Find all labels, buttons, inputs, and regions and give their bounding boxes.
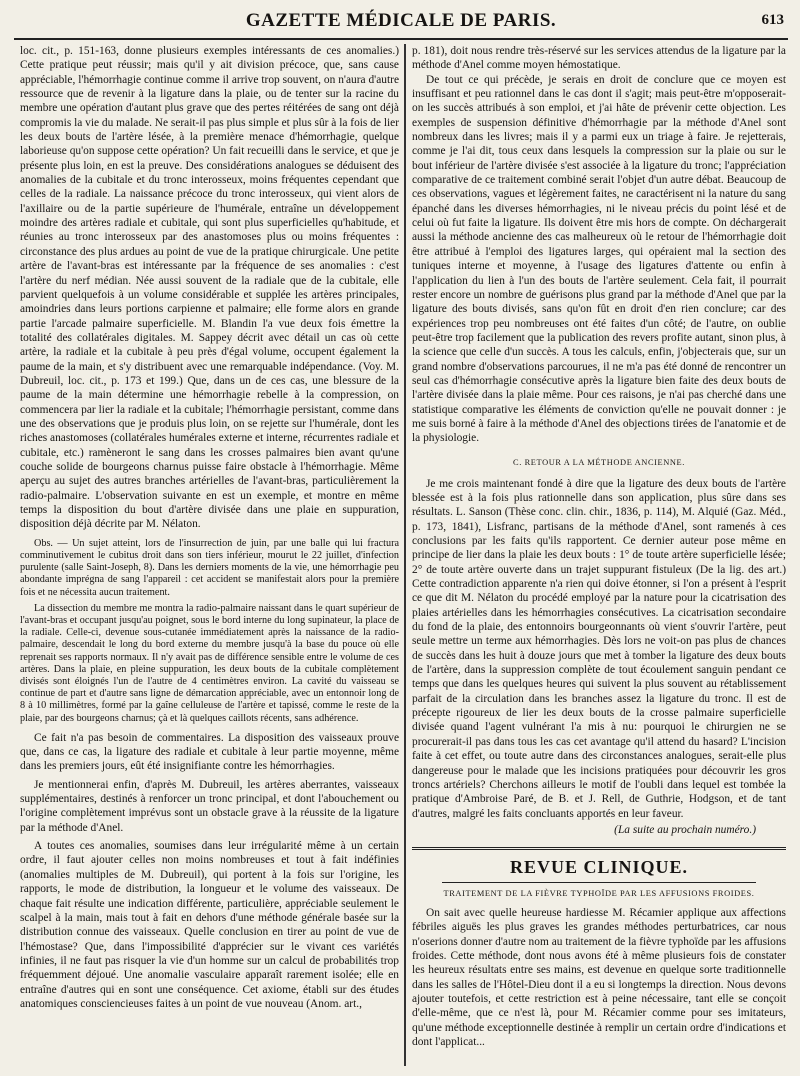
section-heading-c: C. RETOUR A LA MÉTHODE ANCIENNE.	[513, 457, 685, 467]
right-paragraph-1: p. 181), doit nous rendre très-réservé sur les services attendus de la ligature par la méthode d'Anel comme moyen hémostatique.	[412, 45, 786, 72]
continuation-note: (La suite au prochain numéro.)	[614, 823, 756, 836]
revue-clinique-section	[412, 847, 786, 1049]
left-paragraph-2: Ce fait n'a pas besoin de commentaires. La disposition des vaisseaux prouve que, dans ce cas, la ligature des radiale et cubitale à leur partie moyenne, même dans les premiers jours, eût été insignifiante contre les hémorrhagies.	[20, 731, 399, 773]
observation-paragraph-2: La dissection du membre me montra la radio-palmaire naissant dans le quart supérieur de l'avant-bras et occupant jusqu'au poignet, sous le bord interne du long supinateur, la place de la radiale. Celle-ci, devenue sous-cutanée immédiatement après la naissance de la radio-palmaire, descendait le long du bord externe du membre jusqu'à la base du pouce où elle reprenait ses rapports normaux. Il n'y avait pas de différence sensible entre le volume de ces artères. Dans la plaie, en pleine suppuration, les deux bouts de la cubitale complètement divisés sont éloignés l'un de l'autre de 4 centimètres environ. La cavité du vaisseau se continue de part et d'autre sans ligne de démarcation appréciable, avec un entonnoir long de 8 à 10 millimètres, formé par la gaîne celluleuse de l'artère et tapissé, comme le reste de la plaie, par des bourgeons charnus; çà et là quelques caillots récents, sans adhérence.	[20, 602, 399, 724]
journal-title: GAZETTE MÉDICALE DE PARIS.	[245, 10, 557, 31]
page-number: 613	[761, 12, 784, 28]
revue-clinique-title: REVUE CLINIQUE.	[509, 856, 689, 877]
right-paragraph-3: Je me crois maintenant fondé à dire que la ligature des deux bouts de l'artère blessée est à la fois plus rationnelle dans son application, plus sûre dans ses résultats. L. Sanson (Thèse conc. clin. chir., 1836, p. 114), M. Alquié (Gaz. Méd., p. 173, 1841), Lisfranc, partisans de la méthode d'Anel, sont ramenés à ces conclusions par les faits qu'ils rapportent. Ce dernier auteur pose même en principe de lier dans la plaie les deux bouts : 1° de toute artère superficielle lésée; 2° de toute artère ouverte dans un trajet suppurant fistuleux (De la lig. des art.) Cette contradiction apparente n'a rien qui doive étonner, si l'on a présent à l'esprit ce que dit M. Nélaton du procédé employé par la nature pour la cicatrisation des plaies artérielles dans les hémorrhagies consécutives. La cicatrisation secondaire du fond de la plaie, des entonnoirs bourgeonnants où vient s'ouvrir l'artère, peut seule mettre un terme aux hémorrhagies. Dès lors ne voit-on pas plus de chances de succès dans les huit à douze jours que met à tomber la ligature des deux bouts de l'artère, dans la suppression complète de tout écoulement sanguin pendant ce temps que dans les quelques heures qui suivent la plus souvent au rétablissement parfait de la circulation dans les branches assez la ligature du tronc. Il est de précepte rigoureux de lier les deux bouts de la crosse palmaire superficielle divisée quand l'agent vulnérant l'a mis à nu: pourquoi le chirurgien ne se procurerait-il pas dans tous les cas cet avantage qu'il attend du hasard? L'incision faite à cet effet, ou toute autre dans des circonstances analogues, serait-elle plus dangereuse pour le malade que les incisions pratiquées pour découvrir les gros troncs artériels? Cherchons ailleurs le motif de l'oubli dans lequel est tombée la pratique d'Ambroise Paré, de B. et J. Rell, de Guthrie, Hodgson, et de tant d'autres, malgré les faits concluants apportés en leur faveur.	[412, 477, 786, 820]
title-rule	[442, 882, 756, 883]
column-divider	[404, 44, 406, 1066]
page-header	[14, 8, 788, 40]
right-paragraph-4: On sait avec quelle heureuse hardiesse M. Récamier applique aux affections fébriles aiguës les plus graves les grandes méthodes perturbatrices, car nous n'oserions donner d'autre nom au traitement de la fièvre typhoïde par les affusions froides. Cette méthode, dont nous avons été à même plusieurs fois de constater les heureux résultats entre ses mains, est devenue en quelque sorte traditionnelle dans les salles de l'Hôtel-Dieu dont il a eu si longtemps la direction. Nous devons ajouter toutefois, et cette restriction est à peine nécessaire, tant elle se conçoit d'elle-même, que ce n'est là, pour M. Récamier comme pour ses imitateurs, qu'une méthode exceptionnelle destinée à remplir un certain ordre d'indications et dont l'applicat...	[412, 906, 786, 1048]
revue-clinique-subtitle: TRAITEMENT DE LA FIÈVRE TYPHOÏDE PAR LES AFFUSIONS FROIDES.	[443, 888, 755, 898]
left-column	[20, 44, 399, 1068]
right-paragraph-2: De tout ce qui précède, je serais en droit de conclure que ce moyen est insuffisant et peu rationnel dans le cas dont il s'agit; mais peut-être m'opposerait-on les succès attribués à son emploi, et j'ai hâte de prévenir cette objection. Les exemples de suspension définitive d'hémorrhagie par la méthode d'Anel sont nombreux dans les livres; mais il y a parmi eux un triage à faire. Je rejetterais, comme je l'ai dit, tous ceux dans lesquels la compression sur la plaie ou sur le bout inférieur de l'artère divisée s'est associée à la ligature du tronc; l'appréciation comparative de ce traitement combiné serait l'objet d'un autre débat. Beaucoup de ces observations, vagues et légèrement faites, ne caractérisent ni la nature du sang épanché dans les diverses hémorrhagies, ni le niveau précis du point lésé et de celui où fut faite la ligature. Ils doivent être mis hors de compte. On déchargerait aussi la méthode ancienne des cas malheureux où le retour de l'hémorrhagie doit être attribué à l'emploi des ligatures larges, qui opéraient mal la section des tuniques interne et moyenne, à l'usage des ligatures d'attente ou enfin à l'application du lien à l'un des bouts de l'artère seulement. Cela fait, il pourrait rester encore un nombre de guérisons plus grand par la méthode d'Anel que par la ligature des bouts divisés, sans qu'on fût en droit d'en rien conclure; car des expériences trop peu nombreuses ont été faites d'un côté; de l'autre, on oublie peut-être trop facilement que la publication des revers profite autant, sinon plus, à la science que celle d'un succès. A tous les calculs, enfin, j'objecterais que, sur un grand nombre d'observations parcourues, il ne m'a pas été donné de rencontrer un seul cas d'hémorrhagie consécutive après la ligature bien faite des deux bouts de l'artère divisée dans la plaie même. Pour ces raisons, je n'ai pas cherché dans une statistique comparative les éléments de conviction qu'elle ne pouvait donner : je me suis borné à faire à la méthode d'Anel des objections tirées de l'anatomie et de la physiologie.	[412, 73, 786, 445]
right-column	[412, 44, 786, 1068]
observation-paragraph-1: Obs. — Un sujet atteint, lors de l'insurrection de juin, par une balle qui lui fractura comminutivement le cubitus droit dans son tiers inférieur, mourut le 22 juillet, d'infection purulente (salle Saint-Joseph, 8). Dans les derniers moments de la vie, une hémorrhagie peu abondante imprégna de sang l'appareil : cet accident se manifestait alors pour la première fois et ne nécessita aucun traitement.	[20, 537, 399, 598]
left-paragraph-3: Je mentionnerai enfin, d'après M. Dubreuil, les artères aberrantes, vaisseaux supplémentaires, destinés à renforcer un tronc principal, et dont l'abouchement ou l'origine complètement imprévus sont un obstacle grave à la réussite de la ligature par la méthode d'Anel.	[20, 778, 399, 834]
left-paragraph-4: A toutes ces anomalies, soumises dans leur irrégularité même à un certain ordre, il faut ajouter celles non moins nombreuses et tout à fait indéfinies (anomalies multiples de M. Dubreuil), qui portent à la fois sur l'origine, les rapports, le mode de distribution, la longueur et le volume des vaisseaux. De chaque fait résulte une indication différente, particulière, appréciable seulement le scalpel à la main, mais tout à fait en dehors d'une méthode générale basée sur la distribution connue des vaisseaux. Quelle conclusion en tirer au point de vue de l'hémostase? Que, dans l'impossibilité d'apprécier sur le vivant ces variétés infinies, il ne faut pas risquer la vie d'un homme sur un calcul de probabilités trop fréquemment déjoué. Une anomalie vasculaire apparaît rarement isolée; elle en entraîne d'autres qui en sont une conséquence. Cet axiome, établi sur des études anatomiques consciencieuses faites à un point de vue nouveau (Anom. art.,	[20, 840, 399, 1010]
left-paragraph-1: loc. cit., p. 151-163, donne plusieurs exemples intéressants de ces anomalies.) Cette pratique peut réussir; mais qu'il y ait division précoce, que, sans cause appréciable, l'hémorrhagie continue comme il arrive trop souvent, on n'aura d'autre ressource que de revenir à la ligature dans la plaie, ou de tenter sur la racine du membre une opération d'autant plus grave que des pertes réitérées de sang ont déjà compromis la vie du malade. Ne serait-il pas plus simple et plus sûr à la fois de lier les deux bouts de l'artère lésée, à la première menace d'hémorrhagie, quelque laborieuse qu'on suppose cette opération? Un fait recueilli dans le service, et que je présente plus loin, en est la preuve. Des considérations analogues se déduisent des anomalies de la cubitale et du tronc interosseux, moins fréquentes cependant que celles de la radiale. La naissance précoce du tronc interosseux, qui vient alors de l'axillaire ou de la partie supérieure de l'humérale, entraîne un développement moindre des artères radiale et cubitale, qui sont plus superficielles qu'habitude, et réunies au tronc interosseux par des anastomoses plus ou moins fréquentes : circonstance des plus ardues au point de vue de la pratique chirurgicale. Une petite artère de l'avant-bras est intéressante par la fréquence de ses anomalies : c'est l'artère du nerf médian. Née aussi souvent de la radiale que de la cubitale, elle parvient quelquefois à un volume considérable et supplée les artères principales, amoindries dans leurs portions carpienne et palmaire; elle forme alors en grande partie l'arcade palmaire superficielle. M. Blandin l'a vue deux fois émettre la totalité des collatérales digitales. M. Sappey décrit avec détail un cas où cette artère, la radiale et la cubitale à peu près d'égal volume, occupent également la paume de la main, et s'y distribuent avec une remarquable indépendance. (Voy. M. Dubreuil, loc. cit., p. 173 et 199.) Que, dans un de ces cas, une blessure de la paume de la main détermine une hémorrhagie rebelle à la compression, on commencera par lier la radiale et la cubitale; l'hémorrhagie persistant, comme dans une des observations que je produis plus loin, on se rejette sur l'humérale, dont les riches anastomoses (collatérales humérales externe et interne, récurrentes radiale et cubitale, etc.) ramèneront le sang dans les crosses palmaires bien avant qu'une couche solide de bourgeons charnus puisse faire obstacle à l'hémorrhagie. Même aperçu au sujet des autres branches artérielles de l'avant-bras, particulièrement la radio-palmaire. L'observation suivante en est un exemple, et montre en même temps la disposition du bout d'artère divisée dans une plaie en suppuration, disposition déjà décrite par M. Nélaton.	[20, 45, 399, 531]
